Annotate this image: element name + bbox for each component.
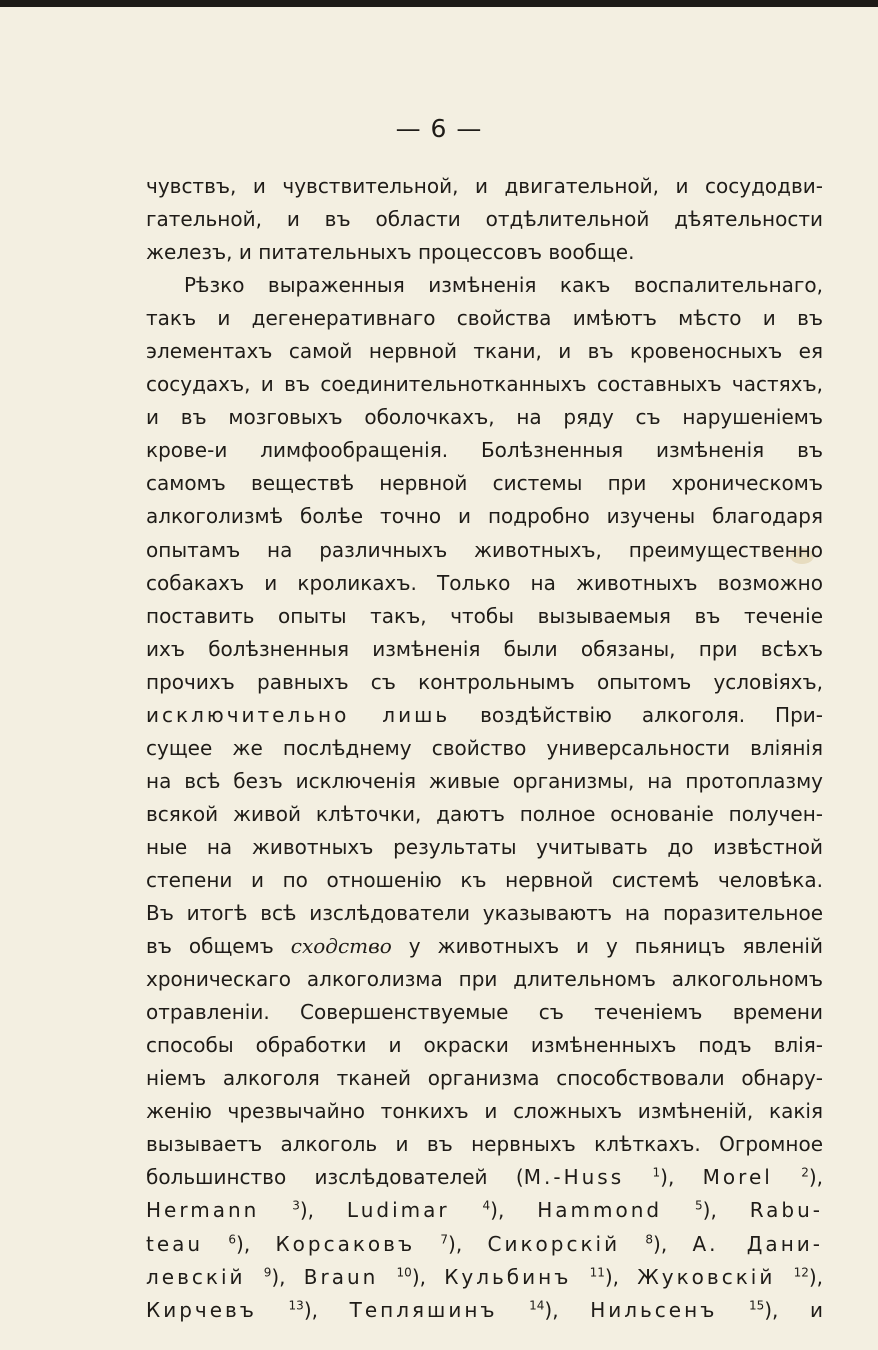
text-run: въ общемъ [146, 934, 291, 959]
text-line: чувствъ, и чувствительной, и двигательной, и сосудодви- [146, 174, 823, 198]
footnote-ref: 12 [793, 1264, 809, 1279]
footnote-ref: 6 [228, 1231, 237, 1246]
text-line: элементахъ самой нервной ткани, и въ кровеносныхъ ея [146, 339, 823, 364]
author-name: левскій [146, 1264, 246, 1289]
body-text [146, 170, 823, 1327]
text-line: сосудахъ, и въ соединительнотканныхъ составныхъ частяхъ, [146, 372, 823, 397]
author-name: Braun [303, 1264, 379, 1289]
text-line: ихъ болѣзненныя измѣненія были обязаны, при всѣхъ [146, 636, 823, 661]
footnote-ref: 7 [440, 1231, 449, 1246]
author-name: Кирчевъ [146, 1297, 257, 1322]
text-line: такъ и дегенеративнаго свойства имѣютъ мѣсто и въ [146, 306, 823, 331]
text-line: прочихъ равныхъ съ контрольнымъ опытомъ условіяхъ, [146, 669, 823, 694]
author-name: Morel [702, 1165, 773, 1190]
footnote-ref: 14 [529, 1297, 545, 1312]
footnote-ref: 11 [589, 1264, 605, 1279]
text-line: отравленіи. Совершенствуемые съ теченіемъ времени [146, 1000, 823, 1025]
footnote-ref: 15 [748, 1297, 765, 1312]
text-line: опытамъ на различныхъ животныхъ, преимущественно [146, 537, 823, 562]
text-line: степени и по отношенію къ нервной системѣ человѣка. [146, 867, 823, 892]
author-name: Жуковскій [637, 1264, 776, 1289]
text-run: воздѣйствію алкоголя. При- [450, 702, 823, 727]
footnote-ref: 2 [801, 1165, 809, 1180]
author-name: M.-Huss [523, 1165, 625, 1190]
text-line: Hermann $^3$), Ludimar $^4$), Hammond $^5$), Rabu- [146, 1198, 823, 1223]
text-line: крове-и лимфообращенія. Болѣзненныя измѣненія въ [146, 438, 823, 463]
text-line: поставить опыты такъ, чтобы вызываемыя въ теченіе [146, 603, 823, 628]
author-name: Rabu- [749, 1198, 823, 1223]
footnote-ref: 9 [263, 1264, 272, 1279]
text-line: способы обработки и окраски измѣненныхъ подъ влія- [146, 1033, 823, 1058]
text-line: teau $^6$), Корсаковъ $^7$), Сикорскій $^8$), А. Дани- [146, 1231, 823, 1256]
text-line: гательной, и въ области отдѣлительной дѣятельности [146, 207, 823, 232]
text-line: вызываетъ алкоголь и въ нервныхъ клѣткахъ. Огромное [146, 1132, 823, 1157]
author-name: Нильсенъ [590, 1297, 718, 1322]
text-line: железъ, и питательныхъ процессовъ вообще. [146, 240, 635, 265]
text-run: большинство изслѣдователей ( [146, 1165, 524, 1190]
footnote-ref: 3 [292, 1198, 300, 1213]
author-name: Hammond [537, 1198, 663, 1223]
text-run: у животныхъ и у пьяницъ явленій [391, 934, 823, 959]
footnote-ref: 4 [482, 1198, 491, 1213]
text-line: и въ мозговыхъ оболочкахъ, на ряду съ нарушеніемъ [146, 405, 823, 430]
text-line: на всѣ безъ исключенія живые организмы, на протоплазму [146, 768, 823, 793]
text-line: Рѣзко выраженныя измѣненія какъ воспалительнаго, [184, 273, 823, 298]
text-line: левскій $^9$), Braun $^{10}$), Кульбинъ $^{11}$), Жуковскій $^{12}$), [146, 1264, 823, 1289]
author-name: Корсаковъ [275, 1231, 416, 1256]
footnote-ref: 8 [645, 1231, 654, 1246]
text-line: ніемъ алкоголя тканей организма способствовали обнару- [146, 1066, 823, 1091]
text-line [146, 699, 823, 732]
author-name: Ludimar [346, 1198, 450, 1223]
text-line: собакахъ и кроликахъ. Только на животныхъ возможно [146, 570, 823, 595]
italic-emphasis: сходство [290, 934, 392, 959]
text-line: самомъ веществѣ нервной системы при хроническомъ [146, 471, 823, 496]
text-line: ные на животныхъ результаты учитывать до извѣстной [146, 834, 823, 859]
author-name: Кульбинъ [444, 1264, 572, 1289]
text-line: Въ итогѣ всѣ изслѣдователи указываютъ на поразительное [146, 901, 823, 926]
page-number: — 6 — [395, 114, 483, 143]
author-name: teau [146, 1231, 204, 1256]
text-line: сущее же послѣднему свойство универсальности вліянія [146, 735, 823, 760]
footnote-ref: 13 [288, 1297, 304, 1312]
footnote-ref: 5 [695, 1198, 703, 1213]
text-line: большинство изслѣдователей (M.-Huss $^1$), Morel $^2$), [146, 1165, 823, 1190]
text-run: и [810, 1297, 823, 1322]
page-top-edge [0, 0, 878, 7]
footnote-ref: 10 [396, 1264, 412, 1279]
author-name: Тепляшинъ [349, 1297, 498, 1322]
text-line: алкоголизмѣ болѣе точно и подробно изучены благодаря [146, 504, 823, 529]
author-name: А. Дани- [692, 1231, 823, 1256]
text-line: хроническаго алкоголизма при длительномъ алкогольномъ [146, 967, 823, 992]
spaced-emphasis: исключительно лишь [146, 702, 451, 727]
author-name: Сикорскій [487, 1231, 621, 1256]
text-line: женію чрезвычайно тонкихъ и сложныхъ измѣненій, какія [146, 1099, 823, 1124]
text-line [146, 930, 823, 963]
text-line: Кирчевъ $^{13}$), Тепляшинъ $^{14}$), Нильсенъ $^{15}$), и [146, 1297, 823, 1322]
text-line: всякой живой клѣточки, даютъ полное основаніе получен- [146, 801, 823, 826]
author-name: Hermann [146, 1198, 260, 1223]
footnote-ref: 1 [652, 1165, 661, 1180]
